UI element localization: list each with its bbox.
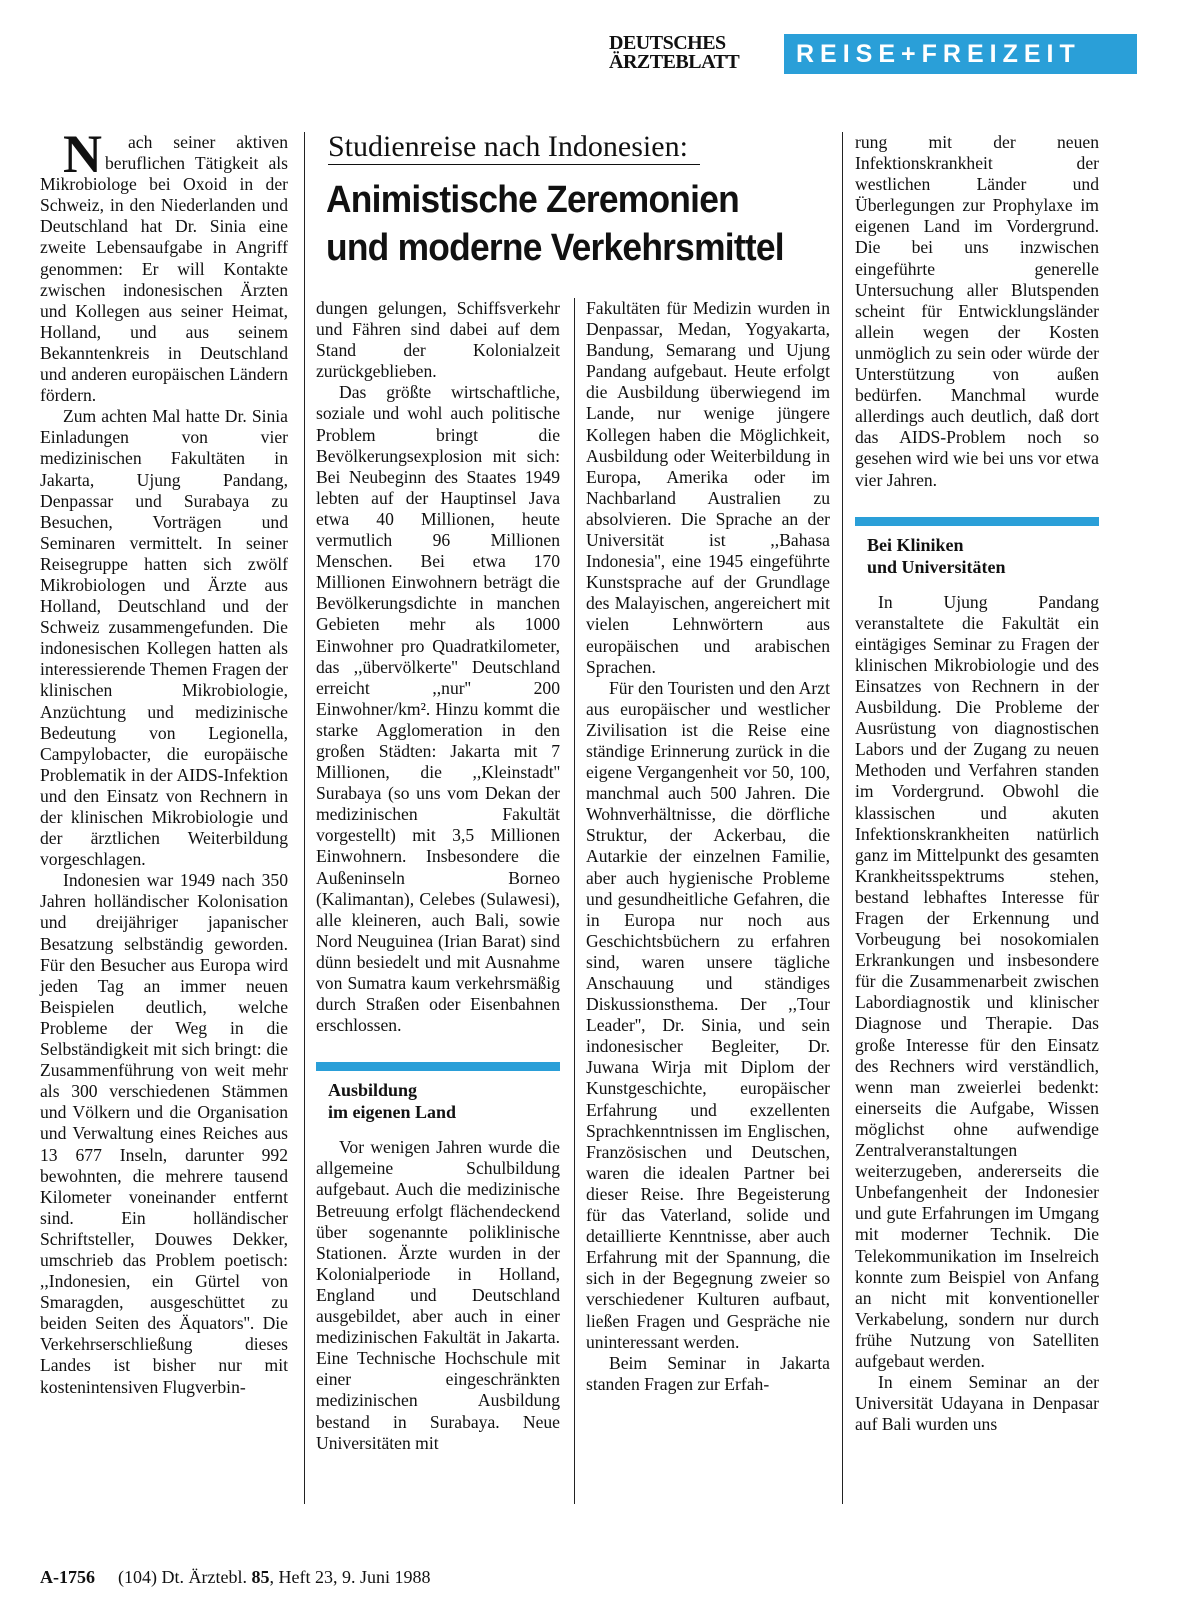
paragraph: In einem Seminar an der Universität Udayana in Denpasar auf Bali wurden uns	[855, 1372, 1099, 1435]
column-1	[40, 124, 288, 1398]
volume-number: 85	[251, 1567, 270, 1587]
subheading	[867, 534, 1099, 578]
paragraph: Beim Seminar in Jakarta standen Fragen zur Erfah-	[586, 1352, 830, 1394]
subheading-line-1: Ausbildung	[328, 1080, 418, 1101]
paragraph: Für den Touristen und den Arzt aus europäischer und westlicher Zivilisation ist die Reise eine ständige Erinnerung zurück in die eigene Vergangenheit vor 50, 100, manchmal auch 500 Jahren. Die Wohnverhältnisse, die dörfliche Struktur, der Ackerbau, die Autarkie der einzelnen Familie, aber auch hygienische Probleme und gesundheitliche Gefahren, die in Europa nur noch aus Geschichtsbüchern zu erfahren sind, waren unsere tägliche Anschauung und ständiges Diskussionsthema. Der ,,Tour Leader'', Dr. Sinia, und sein indonesischer Begleiter, Dr. Juwana Wirja mit Diplom der Kunstgeschichte, europäischer Erfahrung und exzellenten Sprachkenntnissen im Englischen, Französischen und Deutschen, waren die idealen Partner bei dieser Reise. Ihre Begeisterung für das Vaterland, solide und detaillierte Kenntnisse, aber auch Erfahrung mit der Spannung, die sich in der Begegnung zweier so verschiedener Kulturen aufbaut, ließen Fragen und Gespräche nie uninteressant werden.	[586, 677, 830, 1352]
kicker-underline	[328, 164, 700, 165]
subhead-accent-bar	[855, 517, 1099, 526]
citation-prefix: (104) Dt. Ärztebl.	[118, 1567, 247, 1587]
section-banner: REISE+FREIZEIT	[784, 34, 1137, 74]
paragraph: Das größte wirtschaftliche, soziale und wohl auch politische Problem bringt die Bevölkerungsexplosion mit sich: Bei Neubeginn des Staates 1949 lebten auf der Hauptinsel Java etwa 40 Millionen, heute vermutlich 96 Millionen Menschen. Bei etwa 170 Millionen Einwohnern beträgt die Bevölkerungsdichte in manchen Gebieten mehr als 1000 Einwohner pro Quadratkilometer, das ,,übervölkerte'' Deutschland erreicht ,,nur'' 200 Einwohner/km². Hinzu kommt die starke Agglomeration in den großen Städten: Jakarta mit 7 Millionen, die ,,Kleinstadt'' Surabaya (so uns vom Dekan der medizinischen Fakultät vorgestellt) mit 3,5 Millionen Einwohnern. Insbesondere die Außeninseln Borneo (Kalimantan), Celebes (Sulawesi), alle kleineren, auch Bali, sowie Nord Neuguinea (Irian Barat) sind dünn besiedelt und mit Ausnahme von Sumatra kaum verkehrsmäßig durch Straßen oder Eisenbahnen erschlossen.	[316, 382, 560, 1036]
paragraph: Fakultäten für Medizin wurden in Denpassar, Medan, Yogyakarta, Bandung, Semarang und Ujung Pandang aufgebaut. Heute erfolgt die Ausbildung überwiegend im Lande, nur wenige jüngere Kollegen haben die Möglichkeit, Ausbildung oder Weiterbildung in Europa, Amerika oder im Nachbarland Australien zu absolvieren. Die Sprache an der Universität ist ,,Bahasa Indonesia'', eine 1945 eingeführte Kunstsprache auf der Grundlage des Malayischen, angereichert mit vielen Lehnwörtern aus europäischen und arabischen Sprachen.	[586, 298, 830, 677]
column-rule	[842, 132, 843, 1504]
subheading-line-2: im eigenen Land	[328, 1102, 457, 1123]
column-4	[855, 132, 1099, 1435]
publication-logo	[609, 34, 779, 72]
subheading	[328, 1079, 560, 1123]
column-3	[586, 298, 830, 1395]
column-rule	[304, 132, 305, 1504]
subheading-line-2: und Universitäten	[867, 556, 1006, 577]
paragraph: Nach seiner aktiven beruflichen Tätigkeit als Mikrobiologe bei Oxoid in der Schweiz, in den Niederlanden und Deutschland hat Dr. Sinia eine zweite Lebensaufgabe in Angriff genommen: Er will Kontakte zwischen indonesischen Ärzten und Kollegen aus seiner Heimat, Holland, und aus seinem Bekanntenkreis in Deutschland und anderen europäischen Ländern fördern.	[40, 124, 288, 406]
paragraph: dungen gelungen, Schiffsverkehr und Fähren sind dabei auf dem Stand der Kolonialzeit zurückgeblieben.	[316, 298, 560, 382]
logo-line-1: DEUTSCHES	[609, 32, 726, 54]
logo-line-2: ÄRZTEBLATT	[609, 51, 740, 73]
citation-suffix: , Heft 23, 9. Juni 1988	[269, 1567, 431, 1587]
headline-line-2: und moderne Verkehrsmittel	[326, 227, 784, 269]
column-2	[316, 298, 560, 1454]
page-footer	[40, 1567, 430, 1588]
paragraph: Vor wenigen Jahren wurde die allgemeine Schulbildung aufgebaut. Auch die medizinische Betreuung erfolgt flächendeckend über sogenannte poliklinische Stationen. Ärzte wurden in der Kolonialperiode in Holland, England und Deutschland ausgebildet, aber auch in einer medizinischen Fakultät in Jakarta. Eine Technische Hochschule mit einer eingeschränkten medizinischen Ausbildung bestand in Surabaya. Neue Universitäten mit	[316, 1137, 560, 1453]
article-headline	[326, 176, 819, 272]
column-rule	[574, 298, 575, 1504]
paragraph: In Ujung Pandang veranstaltete die Fakultät ein eintägiges Seminar zu Fragen der klinischen Mikrobiologie und des Einsatzes von Rechnern in der Ausbildung. Die Probleme der Ausrüstung von diagnostischen Labors und der Zugang zu neuen Methoden und Verfahren standen im Vordergrund. Obwohl die klassischen und akuten Infektionskrankheiten natürlich ganz im Mittelpunkt des gesamten Krankheitsspektrums stehen, bestand lebhaftes Interesse für Fragen der Erkennung und Vorbeugung bei nosokomialen Erkrankungen und insbesondere für die Zusammenarbeit zwischen Labordiagnostik und klinischer Diagnose und Therapie. Das große Interesse für den Einsatz des Rechners wird verständlich, wenn man zweierlei bedenkt: einerseits die Aufgabe, Wissen möglichst ohne aufwendige Zentralveranstaltungen weiterzugeben, andererseits die Unbefangenheit der Indonesier und gute Erfahrungen im Umgang mit moderner Technik. Die Telekommunikation im Inselreich konnte zum Beispiel von Anfang an nicht mit konventioneller Verkabelung, sondern nur durch frühe Nutzung von Satelliten aufgebaut werden.	[855, 591, 1099, 1371]
page-number: A-1756	[40, 1567, 95, 1587]
subheading-line-1: Bei Kliniken	[867, 534, 964, 555]
paragraph: Indonesien war 1949 nach 350 Jahren holländischer Kolonisation und dreijähriger japanischer Besatzung selbständig geworden. Für den Besucher aus Europa wird jeden Tag an immer neuen Beispielen deutlich, welche Probleme der Weg in die Selbständigkeit mit sich bringt: die Zusammenführung von weit mehr als 300 verschiedenen Stämmen und Völkern und die Organisation und Verwaltung eines Reiches aus 13 677 Inseln, darunter 992 bewohnten, die mehrere tausend Kilometer voneinander entfernt sind. Ein holländischer Schriftsteller, Douwes Dekker, umschrieb das Problem poetisch: ,,Indonesien, ein Gürtel von Smaragden, ausgeschüttet zu beiden Seiten des Äquators''. Die Verkehrserschließung dieses Landes ist bisher nur mit kostenintensiven Flugverbin-	[40, 870, 288, 1397]
paragraph: Zum achten Mal hatte Dr. Sinia Einladungen von vier medizinischen Fakultäten in Jakarta, Ujung Pandang, Denpassar und Surabaya zu Besuchen, Vorträgen und Seminaren vermittelt. In seiner Reisegruppe hatten sich zwölf Mikrobiologen und Ärzte aus Holland, Deutschland und der Schweiz zusammengefunden. Die indonesischen Kollegen hatten als interessierende Themen Fragen der klinischen Mikrobiologie, Anzüchtung und medizinische Bedeutung von Legionella, Campylobacter, die europäische Problematik in der AIDS-Infektion und den Einsatz von Rechnern in der klinischen Mikrobiologie und der ärztlichen Weiterbildung vorgeschlagen.	[40, 406, 288, 870]
paragraph: rung mit der neuen Infektionskrankheit der westlichen Länder und Überlegungen zur Prophylaxe im eigenen Land im Vordergrund. Die bei uns inzwischen eingeführte generelle Untersuchung aller Blutspenden scheint für Entwicklungsländer allein wegen der Kosten unmöglich zu sein oder würde der Unterstützung von außen bedürfen. Manchmal wurde allerdings auch deutlich, daß dort das AIDS-Problem noch so gesehen wird wie bei uns vor etwa vier Jahren.	[855, 132, 1099, 490]
headline-line-1: Animistische Zeremonien	[326, 179, 739, 221]
article-kicker: Studienreise nach Indonesien:	[328, 130, 688, 163]
subhead-accent-bar	[316, 1062, 560, 1071]
